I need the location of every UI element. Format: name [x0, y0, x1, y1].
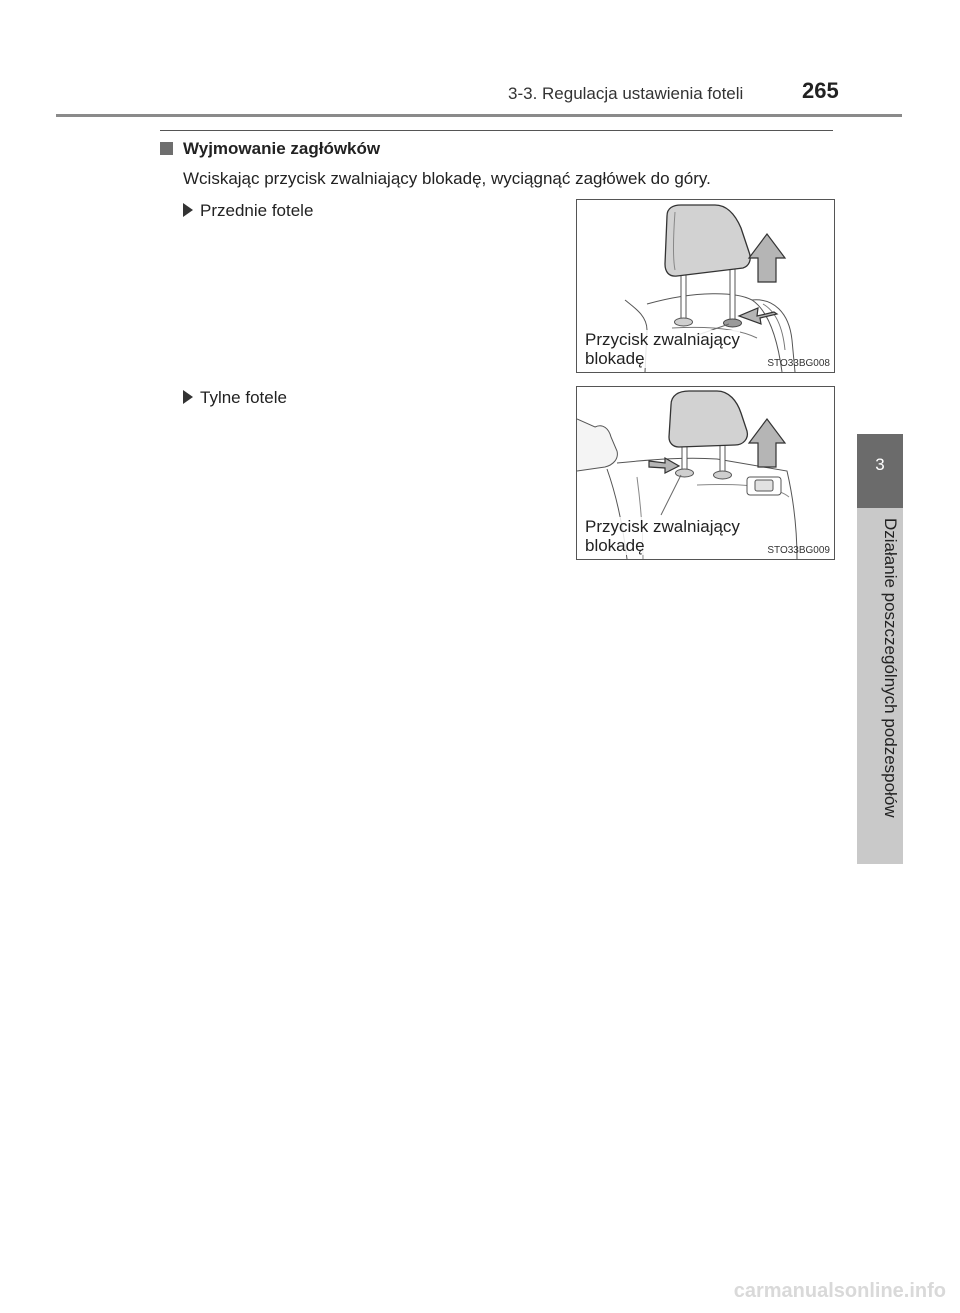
figure-label-release-button: Przycisk zwalniający blokadę [585, 517, 740, 555]
figure-front-seat-headrest [576, 199, 835, 373]
section-title: Wyjmowanie zagłówków [183, 139, 381, 158]
page-number: 265 [802, 78, 839, 103]
list-item [183, 201, 313, 221]
figure-code: STO33BG009 [767, 545, 830, 556]
watermark: carmanualsonline.info [733, 1280, 946, 1302]
header-section-title: 3-3. Regulacja ustawienia foteli [508, 84, 744, 103]
item-label-front-seats: Przednie fotele [200, 201, 314, 220]
section-body-text: Wciskając przycisk zwalniający blokadę, wyciągnąć zagłówek do góry. [183, 169, 711, 188]
list-item [183, 388, 287, 408]
figure-label-release-button: Przycisk zwalniający blokadę [585, 330, 740, 368]
square-bullet-icon [160, 142, 173, 155]
figure-rear-seat-headrest [576, 386, 835, 560]
section-divider [160, 130, 833, 131]
header-divider [56, 114, 902, 117]
triangle-bullet-icon [183, 390, 193, 404]
chapter-title: Działanie poszczególnych podzespołów [881, 518, 900, 818]
figure-code: STO33BG008 [767, 358, 830, 369]
chapter-number: 3 [875, 455, 885, 474]
item-label-rear-seats: Tylne fotele [200, 388, 287, 407]
triangle-bullet-icon [183, 203, 193, 217]
